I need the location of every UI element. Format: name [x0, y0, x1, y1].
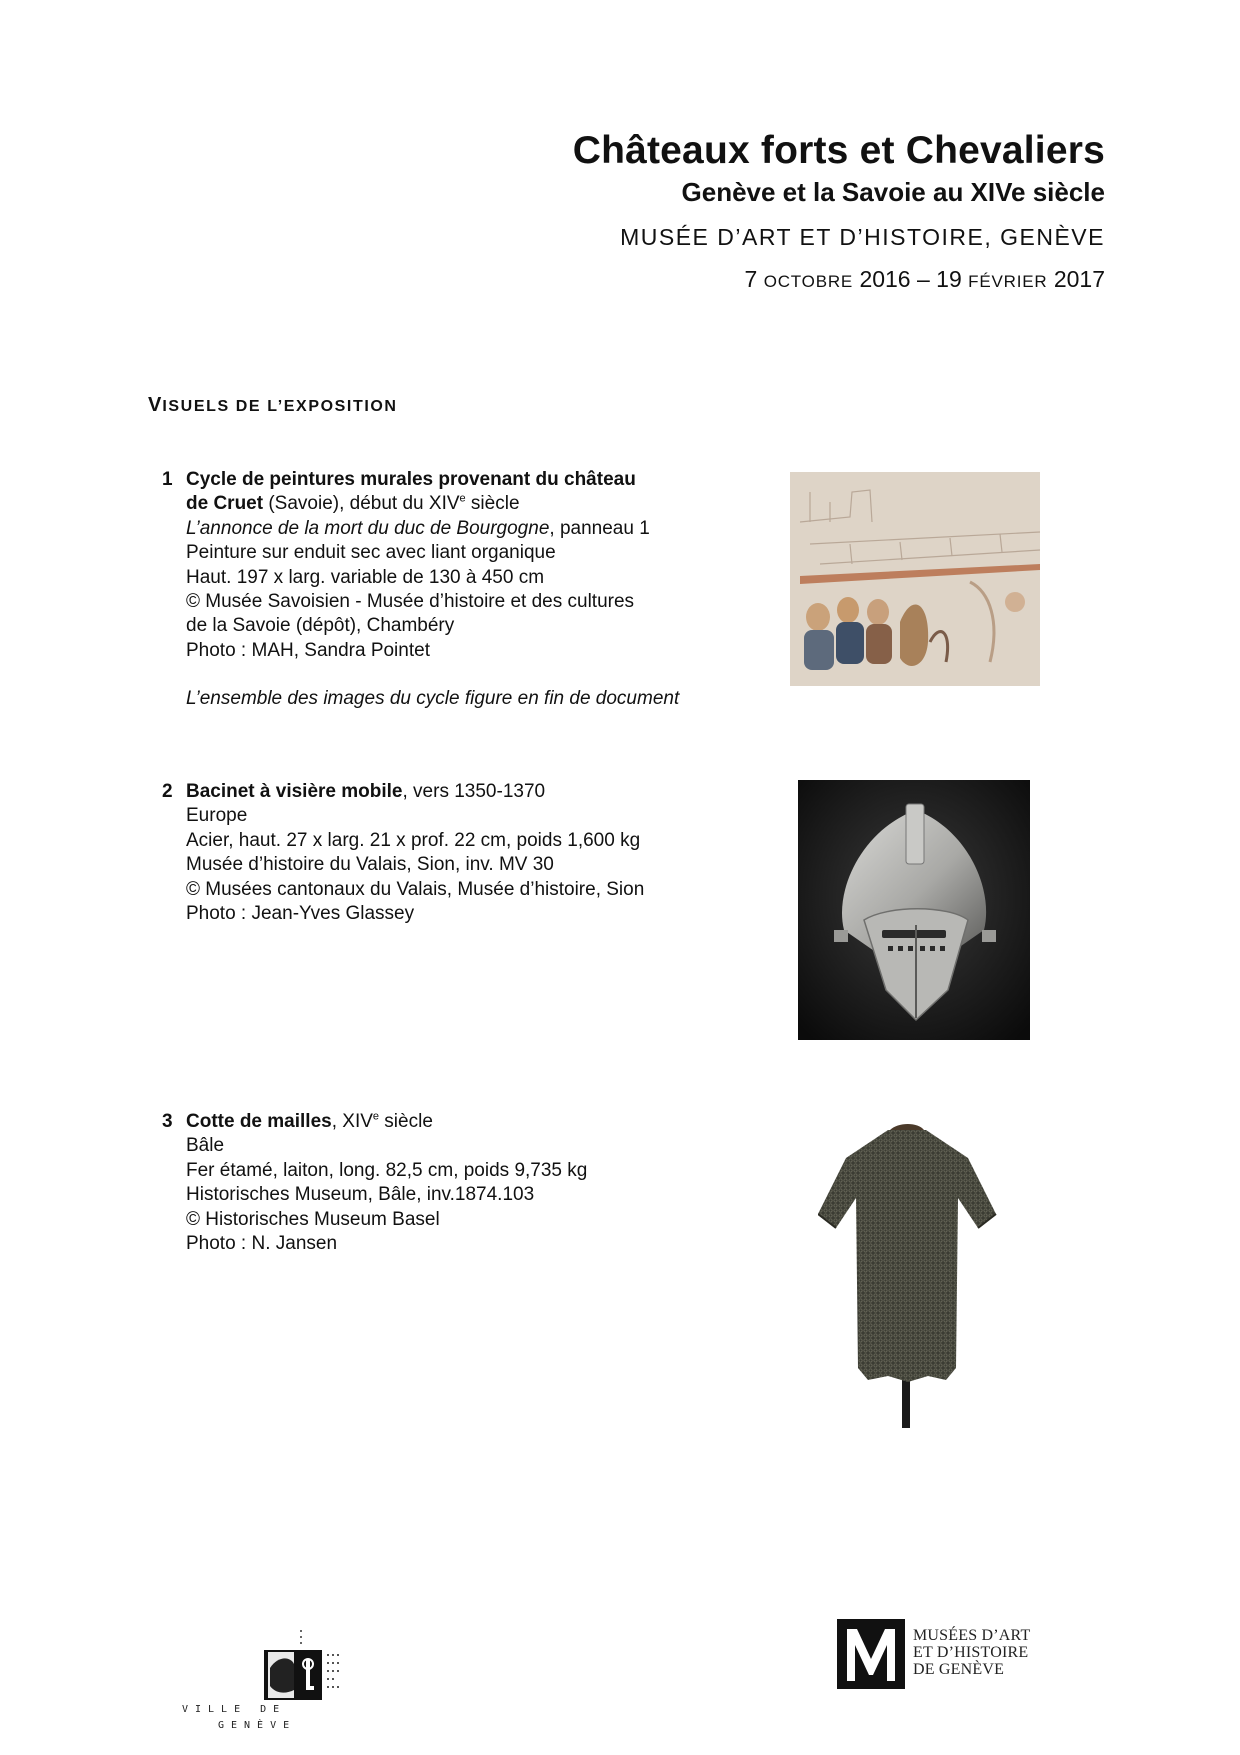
section-title-initial: V: [148, 394, 163, 416]
start-day: 7: [744, 266, 758, 292]
item-origin: Europe: [186, 805, 248, 827]
item-copyright: © Historisches Museum Basel: [186, 1208, 440, 1230]
item-title-rest: , XIV: [331, 1111, 373, 1132]
exhibition-dates: [573, 264, 1105, 297]
mah-line3: DE GENÈVE: [913, 1661, 1005, 1678]
mah-wordmark: [913, 1627, 1030, 1678]
exhibition-venue: MUSÉE D’ART ET D’HISTOIRE, GENÈVE: [620, 224, 1105, 250]
bascinet-helmet-image: [798, 780, 1030, 1040]
item-title-bold: de Cruet: [186, 493, 264, 515]
item-title-line2: [186, 492, 762, 516]
mail-shirt-image: [818, 1118, 998, 1428]
item-origin: Bâle: [186, 1135, 225, 1157]
start-year: 2016 – 19: [859, 266, 962, 292]
item-title-line1: Cycle de peintures murales provenant du château: [186, 469, 636, 490]
item-title-end: siècle: [379, 1111, 433, 1132]
item-title-bold: Cotte de mailles: [186, 1111, 332, 1132]
item-number: 3: [162, 1111, 173, 1132]
mah-m-icon: [837, 1619, 905, 1689]
item-dimensions: Haut. 197 x larg. variable de 130 à 450 cm: [186, 566, 545, 588]
item-subtitle: [186, 517, 762, 541]
item-copyright: © Musée Savoisien - Musée d’histoire et des cultures: [186, 591, 635, 613]
ville-line2: GENÈVE: [218, 1720, 297, 1731]
item-subtitle-italic: L’annonce de la mort du duc de Bourgogne: [186, 517, 550, 539]
end-year: 2017: [1053, 266, 1105, 292]
document-header: [573, 128, 1105, 297]
item-photo-credit: Photo : MAH, Sandra Pointet: [186, 639, 430, 661]
item-dimensions: Fer étamé, laiton, long. 82,5 cm, poids 9,735 kg: [186, 1159, 588, 1181]
end-month: FÉVRIER: [968, 272, 1048, 291]
exhibit-item-2: [162, 780, 762, 926]
item-photo-credit: Photo : Jean-Yves Glassey: [186, 903, 415, 925]
item-photo-credit: Photo : N. Jansen: [186, 1233, 338, 1255]
item-copyright: © Musées cantonaux du Valais, Musée d’histoire, Sion: [186, 878, 645, 900]
item-number: 2: [162, 781, 173, 802]
exhibit-item-3: [162, 1110, 762, 1256]
section-title-rest: ISUELS DE L’EXPOSITION: [162, 398, 398, 415]
item-copyright-cont: de la Savoie (dépôt), Chambéry: [186, 615, 455, 637]
item-collection: Musée d’histoire du Valais, Sion, inv. MV 30: [186, 854, 554, 876]
item-title-bold: Bacinet à visière mobile: [186, 781, 403, 802]
exhibition-subtitle: Genève et la Savoie au XIVe siècle: [681, 177, 1105, 207]
item-description: [186, 1110, 762, 1256]
ville-line1: VILLE DE: [182, 1704, 287, 1715]
item-description: [186, 780, 762, 926]
exhibition-title: Châteaux forts et Chevaliers: [572, 129, 1105, 172]
item-collection: Historisches Museum, Bâle, inv.1874.103: [186, 1184, 535, 1206]
item-title-sup: e: [372, 1110, 380, 1123]
musees-art-histoire-logo: [837, 1617, 1067, 1691]
item-subtitle-rest: , panneau 1: [549, 517, 650, 539]
section-title: [148, 394, 398, 417]
item-title-rest: , vers 1350-1370: [402, 781, 546, 802]
exhibit-item-1: [162, 468, 762, 712]
item-description: [186, 468, 762, 712]
mah-line2: ET D’HISTOIRE: [913, 1644, 1029, 1661]
item-note: L’ensemble des images du cycle figure en fin de document: [186, 688, 680, 710]
item-technique: Peinture sur enduit sec avec liant organique: [186, 542, 556, 564]
item-dimensions: Acier, haut. 27 x larg. 21 x prof. 22 cm, poids 1,600 kg: [186, 829, 641, 851]
start-month: OCTOBRE: [763, 272, 854, 291]
item-title-rest: (Savoie), début du XIV: [263, 493, 460, 515]
item-number: 1: [162, 469, 173, 490]
item-title-end: siècle: [465, 493, 520, 515]
mah-line1: MUSÉES D’ART: [913, 1627, 1031, 1644]
item-title-sup: e: [459, 493, 466, 506]
ville-de-geneve-logo: [182, 1590, 372, 1730]
item-title: [186, 780, 762, 804]
wall-painting-image: [790, 472, 1040, 686]
item-title: [186, 1110, 762, 1134]
